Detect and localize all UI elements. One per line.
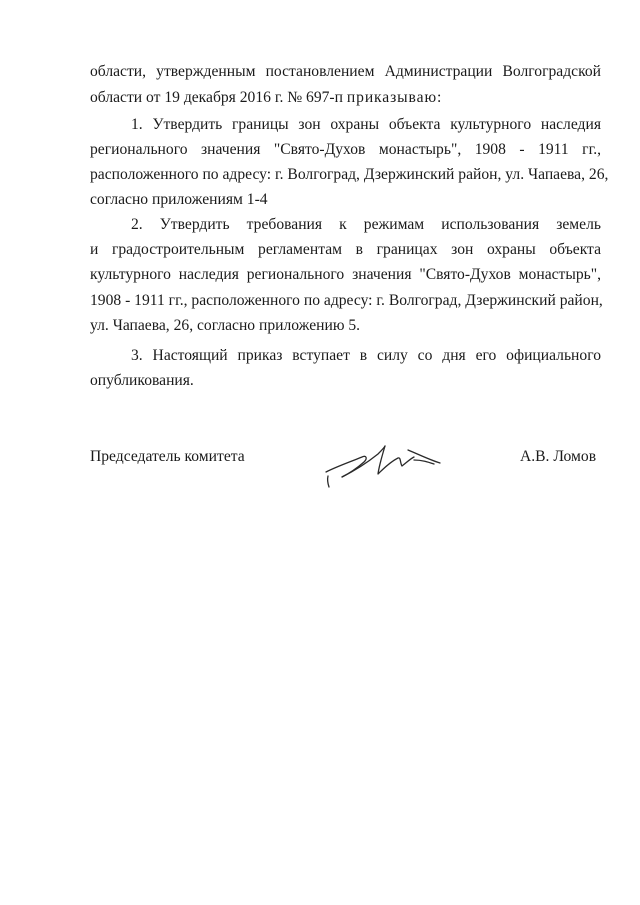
signatory-title: Председатель комитета [90, 448, 245, 465]
paragraph-3-line: опубликования. [90, 372, 194, 389]
paragraph-2-line: культурного наследия регионального значения "Свято-Духов монастырь", [90, 266, 601, 283]
handwritten-signature [322, 436, 448, 488]
text-fragment-spaced: приказываю: [346, 89, 443, 106]
paragraph-2-line: и градостроительным регламентам в границах зон охраны объекта [90, 241, 601, 258]
paragraph-2-line: 1908 - 1911 гг., расположенного по адресу: г. Волгоград, Дзержинский район, [90, 292, 603, 309]
text-fragment: области от 19 декабря 2016 г. № 697-п [90, 89, 343, 106]
signatory-name: А.В. Ломов [520, 448, 597, 465]
paragraph-2-line: ул. Чапаева, 26, согласно приложению 5. [90, 317, 361, 334]
text-line: области, утвержденным постановлением Администрации Волгоградской [90, 63, 601, 80]
paragraph-2-line: 2. Утвердить требования к режимам использования земель [131, 216, 601, 233]
paragraph-1-line: 1. Утвердить границы зон охраны объекта культурного наследия [131, 116, 601, 133]
paragraph-3-line: 3. Настоящий приказ вступает в силу со дня его официального [131, 347, 601, 364]
paragraph-1-line: регионального значения "Свято-Духов монастырь", 1908 - 1911 гг., [90, 141, 601, 158]
paragraph-1-line: согласно приложениям 1-4 [90, 191, 268, 208]
paragraph-1-line: расположенного по адресу: г. Волгоград, Дзержинский район, ул. Чапаева, 26, [90, 166, 609, 183]
text-line [90, 89, 601, 107]
